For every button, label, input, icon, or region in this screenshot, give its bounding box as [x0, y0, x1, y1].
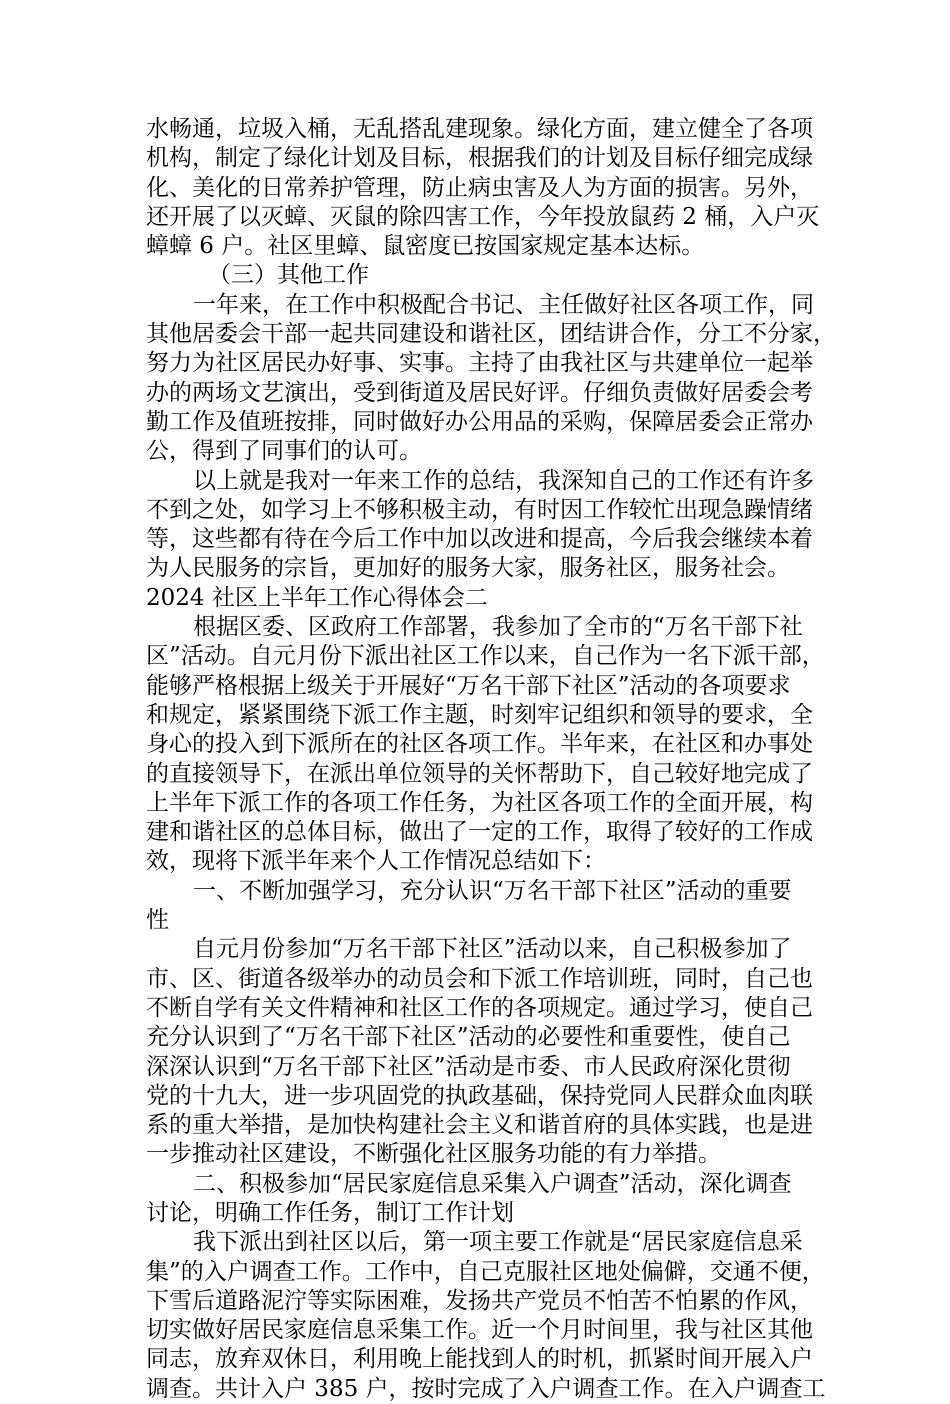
text-line: 集”的入户调查工作。工作中，自己克服社区地处偏僻，交通不便，	[146, 1258, 825, 1285]
text-line: 勤工作及值班按排，同时做好办公用品的采购，保障居委会正常办	[146, 408, 813, 435]
text-line: 二、积极参加“居民家庭信息采集入户调查”活动，深化调查	[193, 1170, 792, 1197]
text-line: 深深认识到“万名干部下社区”活动是市委、市人民政府深化贯彻	[146, 1053, 791, 1080]
text-line: 为人民服务的宗旨，更加好的服务大家，服务社区，服务社会。	[146, 555, 790, 582]
text-line: 机构，制定了绿化计划及目标，根据我们的计划及目标仔细完成绿	[146, 145, 813, 172]
document-body	[146, 115, 836, 1404]
text-line: 区”活动。自元月份下派出社区工作以来，自己作为一名下派干部，	[146, 643, 825, 670]
text-line: 调查。共计入户 385 户，按时完成了入户调查工作。在入户调查工	[146, 1375, 826, 1402]
text-line: 化、美化的日常养护管理，防止病虫害及人为方面的损害。另外，	[146, 174, 813, 201]
text-line: （三）其他工作	[208, 262, 369, 289]
text-line: 充分认识到了“万名干部下社区”活动的必要性和重要性，使自己	[146, 1024, 791, 1051]
text-line: 和规定，紧紧围绕下派工作主题，时刻牢记组织和领导的要求，全	[146, 701, 813, 728]
text-line: 不到之处，如学习上不够积极主动，有时因工作较忙出现急躁情绪	[146, 496, 813, 523]
text-line: 能够严格根据上级关于开展好“万名干部下社区”活动的各项要求	[146, 672, 791, 699]
text-line: 的直接领导下，在派出单位领导的关怀帮助下，自己较好地完成了	[146, 760, 813, 787]
text-line: 根据区委、区政府工作部署，我参加了全市的“万名干部下社	[193, 614, 803, 641]
text-line: 自元月份参加“万名干部下社区”活动以来，自己积极参加了	[193, 936, 792, 963]
text-line: 建和谐社区的总体目标，做出了一定的工作，取得了较好的工作成	[146, 819, 813, 846]
text-line: 上半年下派工作的各项工作任务，为社区各项工作的全面开展，构	[146, 789, 813, 816]
text-line: 以上就是我对一年来工作的总结，我深知自己的工作还有许多	[193, 467, 814, 494]
text-line: 我下派出到社区以后，第一项主要工作就是“居民家庭信息采	[193, 1229, 803, 1256]
text-line: 2024 社区上半年工作心得体会二	[146, 584, 488, 611]
text-line: 还开展了以灭蟑、灭鼠的除四害工作，今年投放鼠药 2 桶，入户灭	[146, 203, 820, 230]
text-line: 一、不断加强学习，充分认识“万名干部下社区”活动的重要	[193, 877, 792, 904]
text-line: 性	[146, 907, 169, 934]
text-line: 市、区、街道各级举办的动员会和下派工作培训班，同时，自己也	[146, 965, 813, 992]
text-line: 不断自学有关文件精神和社区工作的各项规定。通过学习，使自己	[146, 994, 813, 1021]
text-line: 讨论，明确工作任务，制订工作计划	[146, 1199, 514, 1226]
text-line: 一步推动社区建设，不断强化社区服务功能的有力举措。	[146, 1141, 721, 1168]
text-line: 办的两场文艺演出，受到街道及居民好评。仔细负责做好居委会考	[146, 379, 813, 406]
text-line: 同志，放弃双休日，利用晚上能找到人的时机，抓紧时间开展入户	[146, 1346, 813, 1373]
text-line: 其他居委会干部一起共同建设和谐社区，团结讲合作，分工不分家，	[146, 321, 836, 348]
text-line: 努力为社区居民办好事、实事。主持了由我社区与共建单位一起举	[146, 350, 813, 377]
text-line: 一年来，在工作中积极配合书记、主任做好社区各项工作，同	[193, 291, 814, 318]
text-line: 效，现将下派半年来个人工作情况总结如下：	[146, 848, 606, 875]
text-line: 下雪后道路泥泞等实际困难，发扬共产党员不怕苦不怕累的作风，	[146, 1287, 813, 1314]
text-line: 党的十九大，进一步巩固党的执政基础，保持党同人民群众血肉联	[146, 1082, 813, 1109]
text-line: 等，这些都有待在今后工作中加以改进和提高，今后我会继续本着	[146, 526, 813, 553]
text-line: 系的重大举措，是加快构建社会主义和谐首府的具体实践，也是进	[146, 1112, 813, 1139]
text-line: 身心的投入到下派所在的社区各项工作。半年来，在社区和办事处	[146, 731, 813, 758]
text-line: 切实做好居民家庭信息采集工作。近一个月时间里，我与社区其他	[146, 1317, 813, 1344]
text-line: 蟑蟑 6 户。社区里蟑、鼠密度已按国家规定基本达标。	[146, 233, 705, 260]
text-line: 公，得到了同事们的认可。	[146, 438, 422, 465]
text-line: 水畅通，垃圾入桶，无乱搭乱建现象。绿化方面，建立健全了各项	[146, 116, 813, 142]
